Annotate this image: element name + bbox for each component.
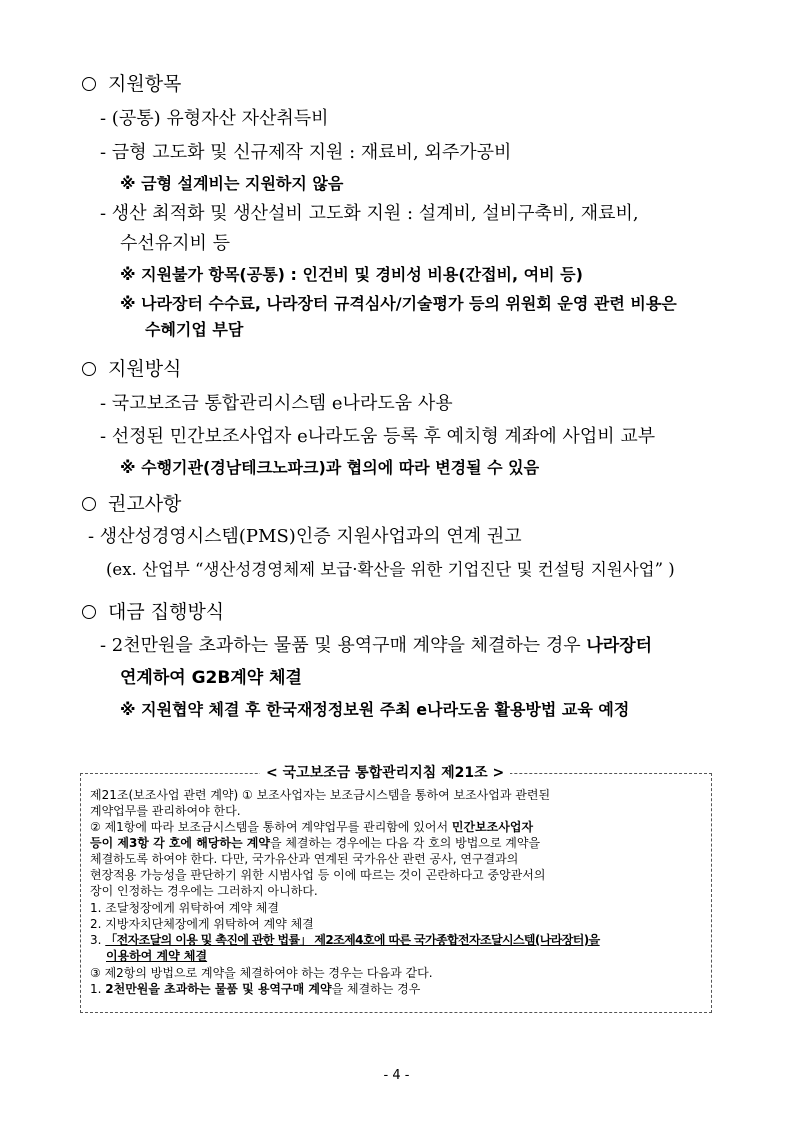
section-title: 지원항목 <box>108 73 182 95</box>
section-title: 권고사항 <box>108 493 182 515</box>
regulation-box-title: < 국고보조금 통합관리지침 제21조 > <box>260 763 510 783</box>
text-line: - (공통) 유형자산 자산취득비 <box>100 108 329 129</box>
note-line: ※ 수행기관(경남테크노파크)과 협의에 따라 변경될 수 있음 <box>120 458 540 477</box>
regulation-line: 계약업무를 관리하여야 한다. <box>90 804 241 818</box>
section-heading-recommendation <box>82 492 181 516</box>
note-line: 수혜기업 부담 <box>145 320 244 339</box>
regulation-line <box>90 819 533 835</box>
regulation-line <box>90 981 420 997</box>
text-segment: 1. <box>90 982 106 996</box>
text-segment: 3. <box>90 933 106 947</box>
regulation-line: 장이 인정하는 경우에는 그러하지 아니하다. <box>90 884 318 898</box>
text-segment: - 2천만원을 초과하는 물품 및 용역구매 계약을 체결하는 경우 <box>100 635 587 656</box>
note-line: ※ 나라장터 수수료, 나라장터 규격심사/기술평가 등의 위원회 운영 관련 비용은 <box>120 294 677 313</box>
bold-line: 연계하여 G2B계약 체결 <box>120 668 302 688</box>
bold-segment: 등이 제3항 각 호에 해당하는 계약 <box>90 836 270 850</box>
text-line: - 생산 최적화 및 생산설비 고도화 지원 : 설계비, 설비구축비, 재료비, <box>100 203 639 224</box>
text-line: - 국고보조금 통합관리시스템 e나라도움 사용 <box>100 393 453 414</box>
bold-segment: 민간보조사업자 <box>451 820 534 834</box>
regulation-line: 이용하여 계약 체결 <box>106 949 208 963</box>
text-segment: ② 제1항에 따라 보조금시스템을 통하여 계약업무를 관리함에 있어서 <box>90 820 452 834</box>
section-heading-support-method <box>82 357 181 381</box>
circle-bullet-icon <box>82 362 96 376</box>
note-line: ※ 지원협약 체결 후 한국재정정보원 주최 e나라도움 활용방법 교육 예정 <box>120 700 630 719</box>
section-title: 대금 집행방식 <box>108 601 225 623</box>
text-line: - 금형 고도화 및 신규제작 지원 : 재료비, 외주가공비 <box>100 142 512 163</box>
regulation-line: 1. 조달청장에게 위탁하여 계약 체결 <box>90 901 279 915</box>
regulation-line <box>90 932 600 948</box>
regulation-line <box>90 835 540 851</box>
circle-bullet-icon <box>82 77 96 91</box>
text-line: - 선정된 민간보조사업자 e나라도움 등록 후 예치형 계좌에 사업비 교부 <box>100 426 656 447</box>
circle-bullet-icon <box>82 605 96 619</box>
bold-segment: 2천만원을 초과하는 물품 및 용역구매 계약 <box>105 982 332 996</box>
regulation-line: 체결하도록 하여야 한다. 다만, 국가유산과 연계된 국가유산 관련 공사, 연구결과의 <box>90 852 519 866</box>
regulation-line: 제21조(보조사업 관련 계약) ① 보조사업자는 보조금시스템을 통하여 보조사업과 관련된 <box>90 788 551 802</box>
regulation-line: ③ 제2항의 방법으로 계약을 체결하여야 하는 경우는 다음과 같다. <box>90 966 433 980</box>
page-number: - 4 - <box>383 1068 410 1083</box>
circle-bullet-icon <box>82 497 96 511</box>
text-segment: 을 체결하는 경우에는 다음 각 호의 방법으로 계약을 <box>269 836 541 850</box>
note-line: ※ 금형 설계비는 지원하지 않음 <box>120 174 344 193</box>
regulation-line: 현장적용 가능성을 판단하기 위한 시범사업 등 이에 따르는 것이 곤란하다고 중앙관서의 <box>90 868 546 882</box>
text-line: (ex. 산업부 “생산성경영체제 보급·확산을 위한 기업진단 및 컨설팅 지원사업” ) <box>106 560 675 579</box>
note-line: ※ 지원불가 항목(공통) : 인건비 및 경비성 비용(간접비, 여비 등) <box>120 265 583 284</box>
section-heading-support-items <box>82 72 181 96</box>
text-line: 수선유지비 등 <box>120 233 231 254</box>
text-line: - 생산성경영시스템(PMS)인증 지원사업과의 연계 권고 <box>88 526 522 547</box>
bold-segment: 나라장터 <box>586 636 653 656</box>
underlined-bold-segment: 「전자조달의 이용 및 촉진에 관한 법률」 제2조제4호에 따른 국가종합전자조달시스템(나라장터)을 <box>105 933 600 947</box>
section-title: 지원방식 <box>108 358 182 380</box>
text-line <box>100 634 652 658</box>
section-heading-payment <box>82 600 224 624</box>
regulation-line: 2. 지방자치단체장에게 위탁하여 계약 체결 <box>90 917 314 931</box>
text-segment: 을 체결하는 경우 <box>331 982 421 996</box>
